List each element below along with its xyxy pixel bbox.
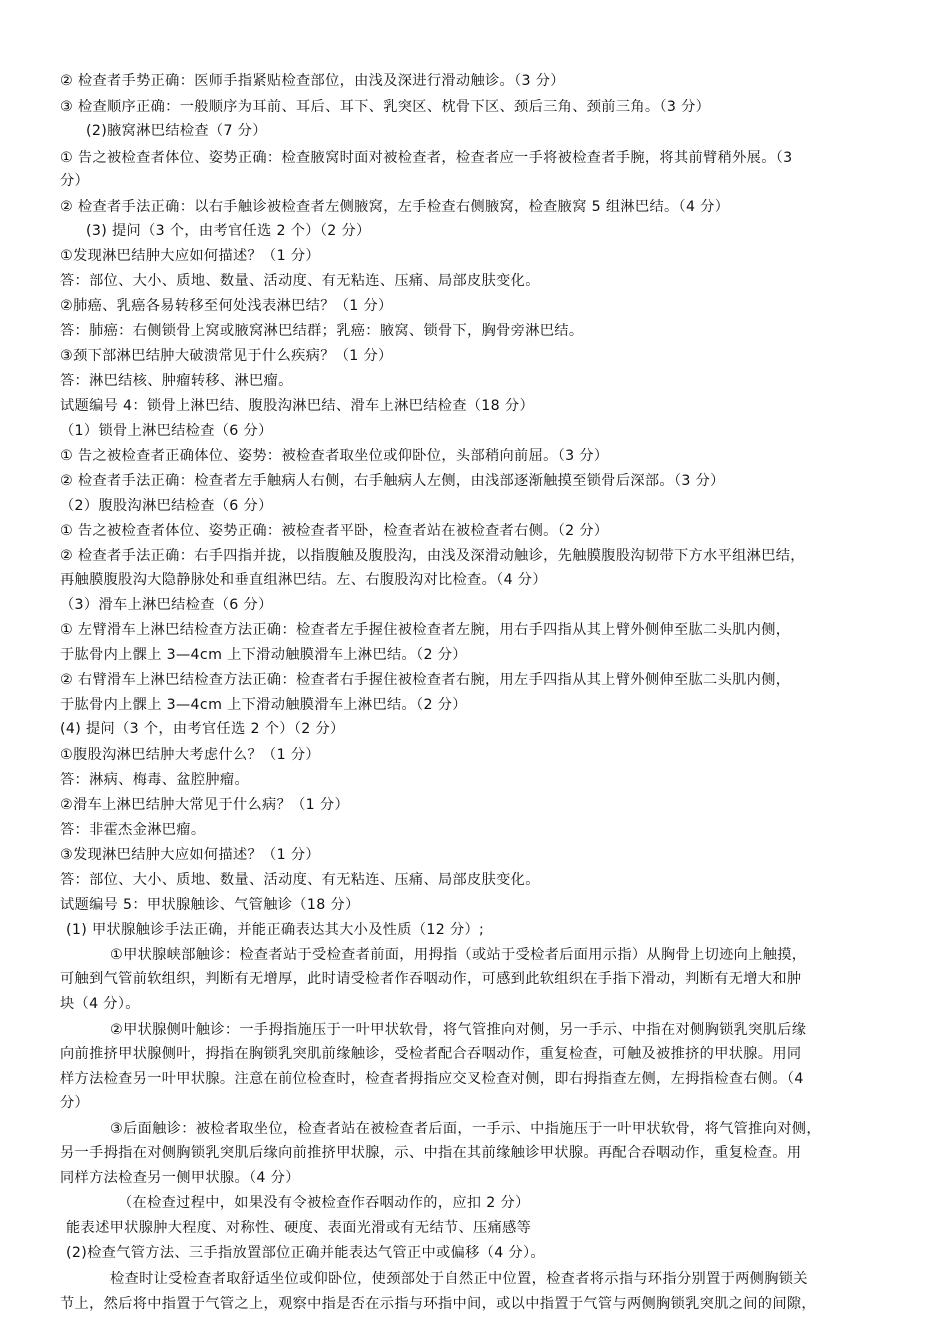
text-line: (2)腋窝淋巴结检查（7 分） — [86, 123, 267, 139]
text-line: ①甲状腺峡部触诊：检查者站于受检查者前面，用拇指（或站于受检者后面用示指）从胸骨上切迹向上触摸， — [110, 947, 807, 963]
text-line: 块（4 分）。 — [60, 996, 140, 1012]
text-line: 可触到气管前软组织，判断有无增厚，此时请受检者作吞咽动作，可感到此软组织在手指下滑动，判断有无增大和肿 — [60, 971, 802, 987]
text-line: (1) 甲状腺触诊手法正确，并能正确表达其大小及性质（12 分）; — [66, 922, 485, 938]
text-line: （在检查过程中，如果没有令被检查作吞咽动作的，应扣 2 分） — [118, 1195, 530, 1211]
text-line: 检查时让受检查者取舒适坐位或仰卧位，使颈部处于自然正中位置，检查者将示指与环指分别置于两侧胸锁关 — [110, 1271, 808, 1287]
text-line: ②肺癌、乳癌各易转移至何处浅表淋巴结？（1 分） — [60, 298, 393, 314]
text-line: 于肱骨内上髁上 3—4cm 上下滑动触膜滑车上淋巴结。（2 分） — [60, 697, 467, 713]
text-line: 答：部位、大小、质地、数量、活动度、有无粘连、压痛、局部皮肤变化。 — [60, 273, 540, 289]
text-line: 节上，然后将中指置于气管之上，观察中指是否在示指与环指中间，或以中指置于气管与两侧胸锁乳突肌之间的间隙， — [60, 1296, 816, 1312]
text-line: 同样方法检查另一侧甲状腺。（4 分） — [60, 1170, 300, 1186]
text-line: ③ 检查顺序正确：一般顺序为耳前、耳后、耳下、乳突区、枕骨下区、颈后三角、颈前三角。（3 分） — [60, 99, 711, 115]
text-line: 于肱骨内上髁上 3—4cm 上下滑动触膜滑车上淋巴结。（2 分） — [60, 647, 467, 663]
text-line: ③发现淋巴结肿大应如何描述？（1 分） — [60, 847, 320, 863]
text-line: （3）滑车上淋巴结检查（6 分） — [60, 597, 273, 613]
text-line: 分） — [60, 1095, 90, 1111]
text-line: 答：部位、大小、质地、数量、活动度、有无粘连、压痛、局部皮肤变化。 — [60, 872, 540, 888]
text-line: 能表述甲状腺肿大程度、对称性、硬度、表面光滑或有无结节、压痛感等 — [66, 1220, 532, 1236]
text-line: 答：淋病、梅毒、盆腔肿瘤。 — [60, 772, 249, 788]
text-line: ③后面触诊：被检者取坐位，检查者站在被检查者后面，一手示、中指施压于一叶甲状软骨，将气管推向对侧， — [110, 1121, 821, 1137]
text-line: ③颈下部淋巴结肿大破溃常见于什么疾病？（1 分） — [60, 348, 393, 364]
text-line: ② 检查者手势正确：医师手指紧贴检查部位，由浅及深进行滑动触诊。（3 分） — [60, 73, 565, 89]
text-line: ② 检查者手法正确：检查者左手触病人右侧，右手触病人左侧，由浅部逐渐触摸至锁骨后深部。（3 分） — [60, 473, 725, 489]
text-line: ①腹股沟淋巴结肿大考虑什么？（1 分） — [60, 747, 320, 763]
text-line: ②甲状腺侧叶触诊：一手拇指施压于一叶甲状软骨，将气管推向对侧，另一手示、中指在对侧胸锁乳突肌后缘 — [110, 1022, 807, 1038]
text-line: 分） — [60, 173, 90, 189]
text-line: (4) 提问（3 个，由考官任选 2 个）（2 分） — [60, 721, 345, 737]
text-line: 另一手拇指在对侧胸锁乳突肌后缘向前推挤甲状腺，示、中指在其前缘触诊甲状腺。再配合吞咽动作，重复检查。用 — [60, 1145, 802, 1161]
text-line: 试题编号 4：锁骨上淋巴结、腹股沟淋巴结、滑车上淋巴结检查（18 分） — [60, 398, 534, 414]
text-line: 试题编号 5：甲状腺触诊、气管触诊（18 分） — [60, 897, 360, 913]
text-line: ② 检查者手法正确：右手四指并拢，以指腹触及腹股沟，由浅及深滑动触诊，先触膜腹股沟韧带下方水平组淋巴结， — [60, 548, 805, 564]
text-line: 答：非霍杰金淋巴瘤。 — [60, 822, 206, 838]
text-line: ② 检查者手法正确：以右手触诊被检查者左侧腋窝，左手检查右侧腋窝，检查腋窝 5 组淋巴结。（4 分） — [60, 199, 730, 215]
text-line: 答：淋巴结核、肿瘤转移、淋巴瘤。 — [60, 373, 293, 389]
text-line: 样方法检查另一叶甲状腺。注意在前位检查时，检查者拇指应交叉检查对侧，即右拇指查左侧，左拇指检查右侧。（4 — [60, 1071, 804, 1087]
text-line: ① 左臂滑车上淋巴结检查方法正确：检查者左手握住被检查者左腕，用右手四指从其上臂外侧伸至肱二头肌内侧， — [60, 622, 791, 638]
text-line: ① 告之被检查者体位、姿势正确：被检查者平卧，检查者站在被检查者右侧。（2 分） — [60, 523, 609, 539]
text-line: ② 右臂滑车上淋巴结检查方法正确：检查者右手握住被检查者右腕，用左手四指从其上臂外侧伸至肱二头肌内侧， — [60, 672, 791, 688]
text-line: 向前推挤甲状腺侧叶，拇指在胸锁乳突肌前缘触诊，受检者配合吞咽动作，重复检查，可触及被推挤的甲状腺。用同 — [60, 1046, 802, 1062]
text-line: (2)检查气管方法、三手指放置部位正确并能表达气管正中或偏移（4 分）。 — [66, 1245, 545, 1261]
text-line: ①发现淋巴结肿大应如何描述？（1 分） — [60, 248, 320, 264]
text-line: (3) 提问（3 个，由考官任选 2 个）（2 分） — [86, 223, 371, 239]
text-line: 再触膜腹股沟大隐静脉处和垂直组淋巴结。左、右腹股沟对比检查。（4 分） — [60, 572, 547, 588]
text-line: 答：肺癌：右侧锁骨上窝或腋窝淋巴结群；乳癌：腋窝、锁骨下，胸骨旁淋巴结。 — [60, 323, 584, 339]
text-line: ① 告之被检查者正确体位、姿势：被检查者取坐位或仰卧位，头部稍向前屈。（3 分） — [60, 448, 609, 464]
text-line: （2）腹股沟淋巴结检查（6 分） — [60, 498, 273, 514]
text-line: （1）锁骨上淋巴结检查（6 分） — [60, 423, 273, 439]
text-line: ②滑车上淋巴结肿大常见于什么病？（1 分） — [60, 797, 349, 813]
text-line: ① 告之被检查者体位、姿势正确：检查腋窝时面对被检查者，检查者应一手将被检查者手腕，将其前臂稍外展。（3 — [60, 150, 793, 166]
